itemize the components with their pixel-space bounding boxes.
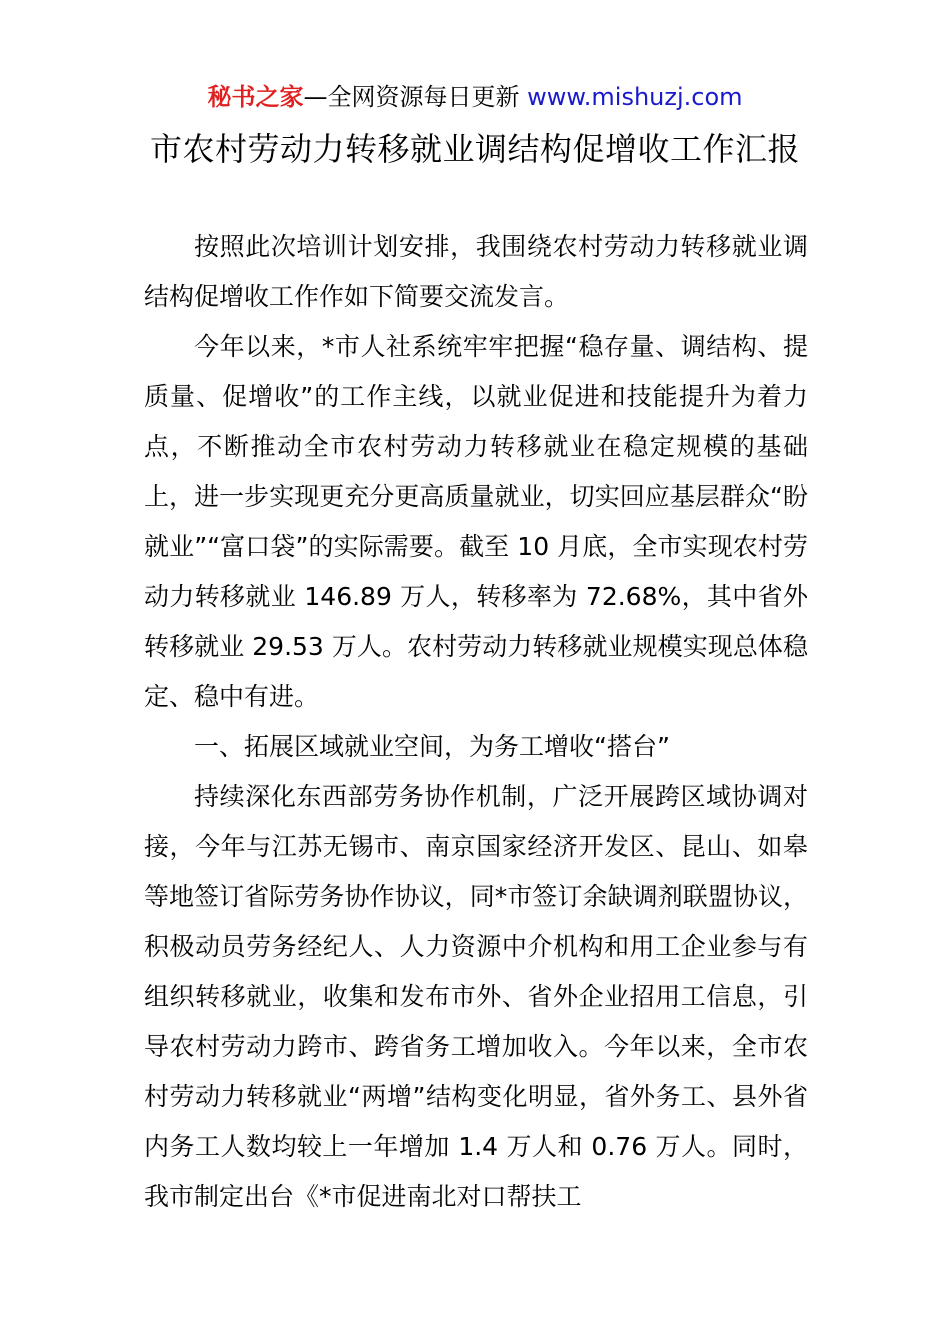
section-1-heading: 一、拓展区域就业空间，为务工增收“搭台” [194,732,670,761]
intro-paragraph: 按照此次培训计划安排，我围绕农村劳动力转移就业调结构促增收工作作如下简要交流发言。 [144,232,808,311]
banner-url-link[interactable]: www.mishuzj.com [527,83,743,111]
banner-tagline: —全网资源每日更新 [303,83,528,111]
document-title: 市农村劳动力转移就业调结构促增收工作汇报 [149,130,800,168]
section-1-paragraph: 持续深化东西部劳务协作机制，广泛开展跨区域协调对接，今年与江苏无锡市、南京国家经济开发区、昆山、如皋等地签订省际劳务协作协议，同*市签订余缺调剂联盟协议，积极动员劳务经纪人、人力资源中介机构和用工企业参与有组织转移就业，收集和发布市外、省外企业招用工信息，引导农村劳动力跨市、跨省务工增加收入。今年以来，全市农村劳动力转移就业“两增”结构变化明显，省外务工、县外省内务工人数均较上一年增加 1.4 万人和 0.76 万人。同时，我市制定出台《*市促进南北对口帮扶工 [144,782,808,1211]
document-body [144,222,808,1222]
site-banner [0,80,950,114]
banner-brand: 秘书之家 [207,83,304,111]
summary-paragraph: 今年以来，*市人社系统牢牢把握“稳存量、调结构、提质量、促增收”的工作主线，以就业促进和技能提升为着力点，不断推动全市农村劳动力转移就业在稳定规模的基础上，进一步实现更充分更高质量就业，切实回应基层群众“盼就业”“富口袋”的实际需要。截至 10 月底，全市实现农村劳动力转移就业 146.89 万人，转移率为 72.68%，其中省外转移就业 29.53 万人。农村劳动力转移就业规模实现总体稳定、稳中有进。 [144,332,808,711]
